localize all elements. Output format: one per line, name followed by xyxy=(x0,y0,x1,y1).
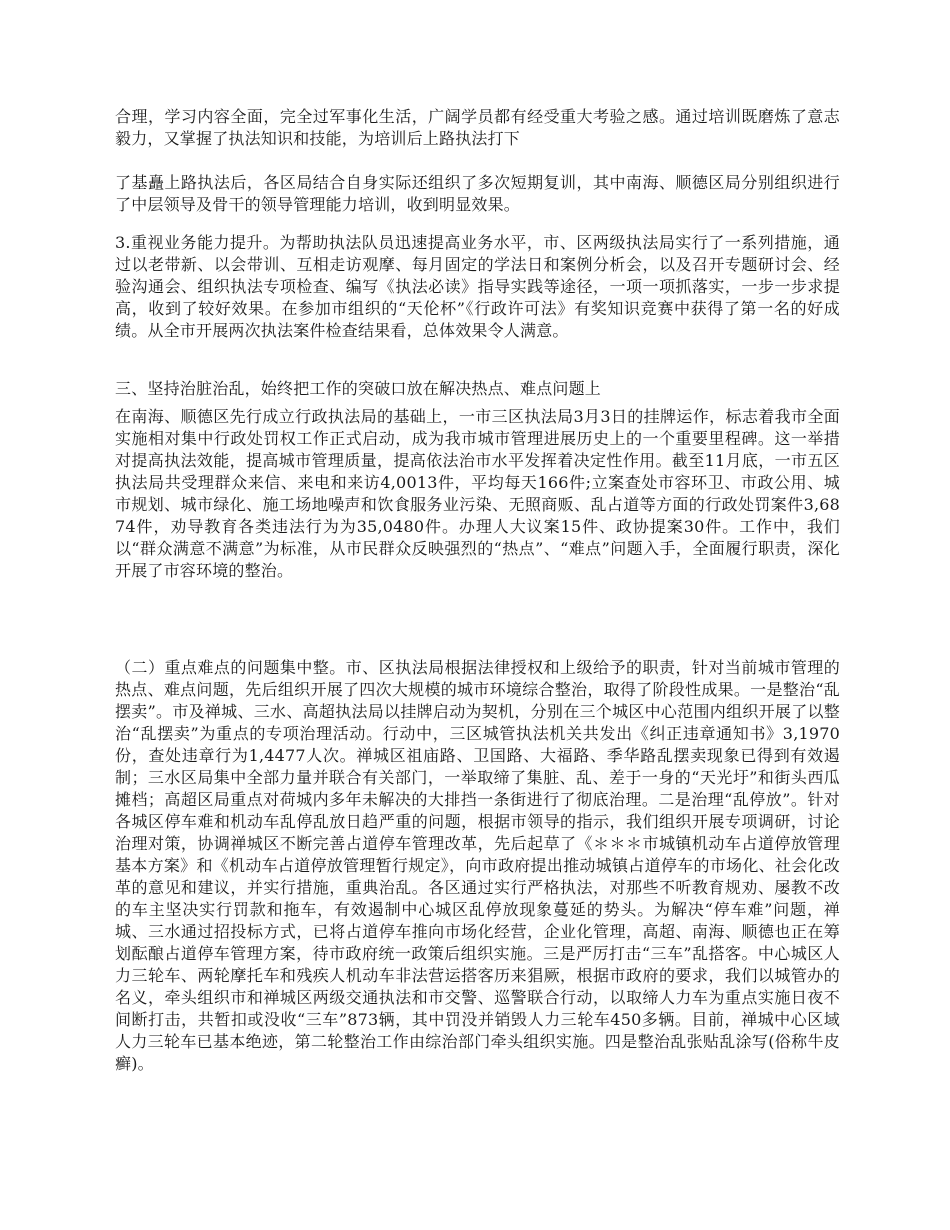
paragraph-business-capability: 3.重视业务能力提升。为帮助执法队员迅速提高业务水平，市、区两级执法局实行了一系列措施，通过以老带新、以会带训、互相走访观摩、每月固定的学法日和案例分析会，以及召开专题研讨会、经验沟通会、组织执法专项检查、编写《执法必读》指导实践等途径，一项一项抓落实，一步一步求提高，收到了较好效果。在参加市组织的“天伦杯”《行政许可法》有奖知识竞赛中获得了第一名的好成绩。从全市开展两次执法案件检查结果看，总体效果令人满意。 xyxy=(115,233,840,340)
paragraph-retraining: 了基矗上路执法后，各区局结合自身实际还组织了多次短期复训，其中南海、顺德区局分别组织进行了中层领导及骨干的领导管理能力培训，收到明显效果。 xyxy=(115,173,840,214)
paragraph-key-rectification: （二）重点难点的问题集中整。市、区执法局根据法律授权和上级给予的职责，针对当前城市管理的热点、难点问题，先后组织开展了四次大规模的城市环境综合整治，取得了阶段性成果。一是整治“乱摆卖”。市及禅城、三水、高超执法局以挂牌启动为契机，分别在三个城区中心范围内组织开展了以整治“乱摆卖”为重点的专项治理活动。行动中，三区城管执法机关共发出《纠正违章通知书》3,1970份，查处违章行为1,4477人次。禅城区祖庙路、卫国路、大福路、季华路乱摆卖现象已得到有效遏制；三水区局集中全部力量并联合有关部门，一举取缔了集脏、乱、差于一身的“天光圩”和街头西瓜摊档；高超区局重点对荷城内多年未解决的大排挡一条街进行了彻底治理。二是治理“乱停放”。针对各城区停车难和机动车乱停乱放日趋严重的问题，根据市领导的指示，我们组织开展专项调研，讨论治理对策，协调禅城区不断完善占道停车管理改革，先后起草了《＊＊＊市城镇机动车占道停放管理基本方案》和《机动车占道停放管理暂行规定》，向市政府提出推动城镇占道停车的市场化、社会化改革的意见和建议，并实行措施，重典治乱。各区通过实行严格执法，对那些不听教育规劝、屡教不改的车主坚决实行罚款和拖车，有效遏制中心城区乱停放现象蔓延的势头。为解决“停车难”问题，禅城、三水通过招投标方式，已将占道停车推向市场化经营，企业化管理，高超、南海、顺德也正在筹划酝酿占道停车管理方案，待市政府统一政策后组织实施。三是严厉打击“三车”乱搭客。中心城区人力三轮车、两轮摩托车和残疾人机动车非法营运搭客历来猖厥，根据市政府的要求，我们以城管办的名义，牵头组织市和禅城区两级交通执法和市交警、巡警联合行动，以取缔人力车为重点实施日夜不间断打击，共暂扣或没收“三车”873辆，其中罚没并销毁人力三轮车450多辆。目前，禅城中心区域人力三轮车已基本绝迹，第二轮整治工作由综治部门牵头组织实施。四是整治乱张贴乱涂写(俗称牛皮癣)。 xyxy=(115,658,840,1073)
paragraph-enforcement-launch: 在南海、顺德区先行成立行政执法局的基础上，一市三区执法局3月3日的挂牌运作，标志着我市全面实施相对集中行政处罚权工作正式启动，成为我市城市管理进展历史上的一个重要里程碑。这一举措对提高执法效能，提高城市管理质量，提高依法治市水平发挥着决定性作用。截至11月底，一市五区执法局共受理群众来信、来电和来访4,0013件，平均每天166件;立案查处市容环卫、市政公用、城市规划、城市绿化、施工场地噪声和饮食服务业污染、无照商贩、乱占道等方面的行政处罚案件3,6874件，劝导教育各类违法行为为35,0480件。办理人大议案15件、政协提案30件。工作中，我们以“群众满意不满意”为标准，从市民群众反映强烈的“热点”、“难点”问题入手，全面履行职责，深化开展了市容环境的整治。 xyxy=(115,407,840,580)
section-heading-three: 三、坚持治脏治乱，始终把工作的突破口放在解决热点、难点问题上 xyxy=(115,379,602,398)
paragraph-training-summary: 合理，学习内容全面，完全过军事化生活，广阔学员都有经受重大考验之感。通过培训既磨炼了意志毅力，又掌握了执法知识和技能，为培训后上路执法打下 xyxy=(115,107,840,148)
